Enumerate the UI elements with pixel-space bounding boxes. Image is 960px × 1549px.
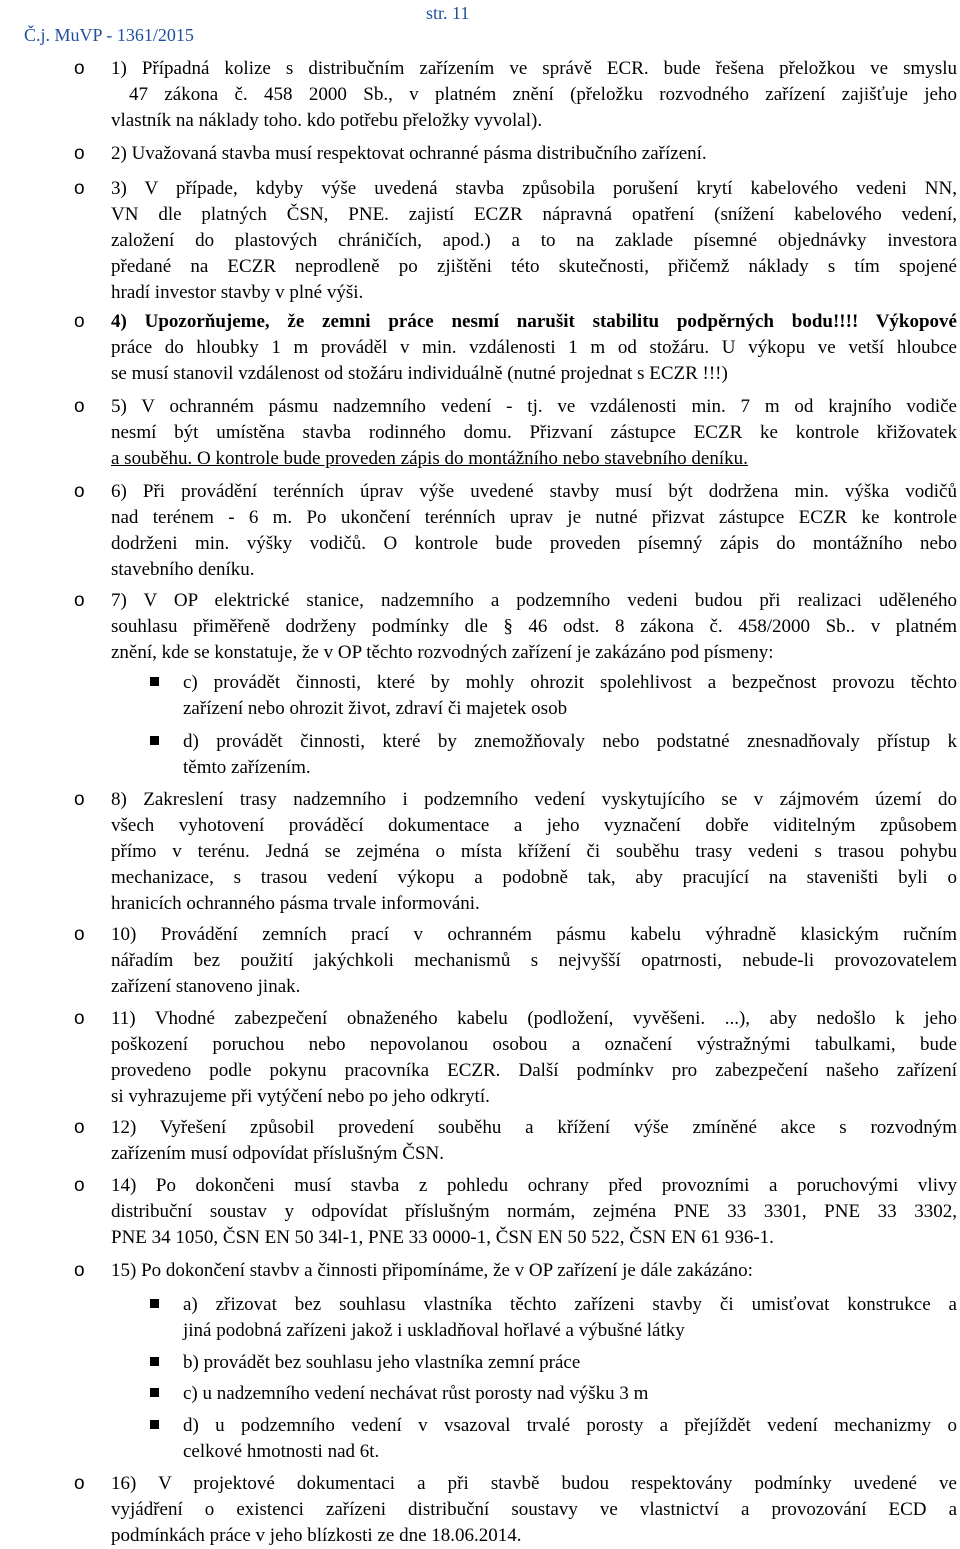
item-line: 3) V případe, kdyby výše uvedená stavba způsobila porušení krytí kabelového vedeni NN,	[111, 178, 957, 199]
bullet-marker: o	[74, 590, 85, 611]
item-line: zařízením musí odpovídat příslušným ČSN.	[111, 1143, 445, 1164]
item-line: stavebního deníku.	[111, 559, 255, 580]
item-line: zařízení stanoveno jinak.	[111, 976, 301, 997]
sub-item-line: zařízení nebo ohrozit život, zdraví či majetek osob	[183, 698, 568, 719]
item-line: 1) Případná kolize s distribučním zařízením ve správě ECR. bude řešena přeložkou ve smyslu	[111, 58, 957, 79]
square-bullet-icon	[150, 1388, 159, 1397]
square-bullet-icon	[150, 1299, 159, 1308]
item-line: nesmí být umístěna stavba rodinného domu. Přizvaní zástupce ECZR ke kontrole křižovatek	[111, 422, 957, 443]
item-line: 8) Zakreslení trasy nadzemního i podzemního vedení vyskytujícího se v zájmovém území do	[111, 789, 957, 810]
item-line: mechanizace, s trasou vedení výkopu a podobně tak, aby pracující na staveništi byli o	[111, 867, 957, 888]
square-bullet-icon	[150, 677, 159, 686]
item-line: VN dle platných ČSN, PNE. zajistí ECZR nápravná opatření (snížení kabelového vedení,	[111, 204, 957, 225]
page-number: str. 11	[426, 3, 470, 23]
bullet-marker: o	[74, 311, 85, 332]
item-line: distribuční soustav y odpovídat příslušným normám, zejména PNE 33 3301, PNE 33 3302,	[111, 1201, 957, 1222]
item-line: 15) Po dokončení stavbv a činnosti připomínáme, že v OP zařízení je dále zakázáno:	[111, 1260, 753, 1281]
item-line: provedeno podle pokynu pracovníka ECZR. Další podmínkv pro zabezpečení našeho zařízení	[111, 1060, 957, 1081]
item-line: vlastník na náklady toho. kdo potřebu přeložky vyvolal).	[111, 110, 543, 131]
item-line: 16) V projektové dokumentaci a při stavbě budou respektovány podmínky uvedené ve	[111, 1473, 957, 1494]
bullet-marker: o	[74, 178, 85, 199]
item-line: dodrženi min. výšky vodičů. O kontrole bude proveden písemný zápis do montážního nebo	[111, 533, 957, 554]
bullet-marker: o	[74, 1175, 85, 1196]
item-line: se musí stanovil vzdálenost od stožáru individuálně (nutné projednat s ECZR !!!)	[111, 363, 728, 384]
sub-item-line: celkové hmotnosti nad 6t.	[183, 1441, 380, 1462]
item-line: vyjádření o existenci zařízeni distribuční soustavy ve vlastnictví a provozování ECD a	[111, 1499, 957, 1520]
item-line: 5) V ochranném pásmu nadzemního vedení - tj. ve vzdálenosti min. 7 m od krajního vodiče	[111, 396, 957, 417]
bullet-marker: o	[74, 58, 85, 79]
sub-item-line: c) u nadzemního vedení nechávat růst porosty nad výšku 3 m	[183, 1383, 649, 1404]
item-line: znění, kde se konstatuje, že v OP těchto rozvodných zařízení je zakázáno pod písmeny:	[111, 642, 774, 663]
item-line: 14) Po dokončeni musí stavba z pohledu ochrany před provozními a poruchovými vlivy	[111, 1175, 957, 1196]
sub-item-line: těmto zařízením.	[183, 757, 311, 778]
sub-item-line: c) provádět činnosti, které by mohly ohrozit spolehlivost a bezpečnost provozu těchto	[183, 672, 957, 693]
bullet-marker: o	[74, 1008, 85, 1029]
item-line: 10) Provádění zemních prací v ochranném pásmu kabelu výhradně klasickým ručním	[111, 924, 957, 945]
sub-item-line: jiná podobná zařízeni jakož i uskladňoval hořlavé a výbušné látky	[183, 1320, 685, 1341]
square-bullet-icon	[150, 1357, 159, 1366]
item-line: předané na ECZR neprodleně po zjištěni této skutečnosti, přičemž náklady s tím spojené	[111, 256, 957, 277]
sub-item-line: d) u podzemního vedení v vsazoval trvalé porosty a přejíždět vedení mechanizmy o	[183, 1415, 957, 1436]
bullet-marker: o	[74, 789, 85, 810]
bullet-marker: o	[74, 1117, 85, 1138]
bullet-marker: o	[74, 396, 85, 417]
item-line: 4) Upozorňujeme, že zemni práce nesmí narušit stabilitu podpěrných bodu!!!! Výkopové	[111, 311, 957, 332]
bullet-marker: o	[74, 1260, 85, 1281]
item-line: 11) Vhodné zabezpečení obnaženého kabelu (podložení, vyvěšeni. ...), aby nedošlo k jeho	[111, 1008, 957, 1029]
sub-item-line: b) provádět bez souhlasu jeho vlastníka zemní práce	[183, 1352, 581, 1373]
item-line: poškození poruchou nebo nepovolanou osobou a označení výstražnými tabulkami, bude	[111, 1034, 957, 1055]
bullet-marker: o	[74, 143, 85, 164]
sub-item-line: a) zřizovat bez souhlasu vlastníka těchto zařízeni stavby či umisťovat konstrukce a	[183, 1294, 957, 1315]
item-line: všech vyhotovení prováděcí dokumentace a jeho vyznačení dobře viditelným způsobem	[111, 815, 957, 836]
item-line: nad terénem - 6 m. Po ukončení terénních uprav je nutné přizvat zástupce ECZR ke kontrole	[111, 507, 957, 528]
item-line: 47 zákona č. 458 2000 Sb., v platném znění (přeložku rozvodného zařízení zajišťuje jeho	[129, 84, 957, 105]
item-line: 6) Při provádění terénních úprav výše uvedené stavby musí být dodržena min. výška vodičů	[111, 481, 957, 502]
item-line: souhlasu přiměřeně dodrženy podmínky dle § 46 odst. 8 zákona č. 458/2000 Sb.. v platném	[111, 616, 957, 637]
item-line: nářadím bez použití jakýchkoli mechanismů s nejvyšší opatrnosti, nebude-li provozovatelem	[111, 950, 957, 971]
bullet-marker: o	[74, 1473, 85, 1494]
bullet-marker: o	[74, 481, 85, 502]
item-line: a souběhu. O kontrole bude proveden zápis do montážního nebo stavebního deníku.	[111, 448, 748, 469]
item-line: hradí investor stavby v plné výši.	[111, 282, 364, 303]
item-line: hranicích ochranného pásma trvale informováni.	[111, 893, 480, 914]
sub-item-line: d) provádět činnosti, které by znemožňovaly nebo podstatné znesnadňovaly přístup k	[183, 731, 957, 752]
item-line: 2) Uvažovaná stavba musí respektovat ochranné pásma distribučního zařízení.	[111, 143, 707, 164]
square-bullet-icon	[150, 1420, 159, 1429]
item-line: 12) Vyřešení způsobil provedení souběhu a křížení výše zmíněné akce s rozvodným	[111, 1117, 957, 1138]
item-line: 7) V OP elektrické stanice, nadzemního a podzemního vedeni budou při realizaci uděleného	[111, 590, 957, 611]
bullet-marker: o	[74, 924, 85, 945]
square-bullet-icon	[150, 736, 159, 745]
item-line: podmínkách práce v jeho blízkosti ze dne 18.06.2014.	[111, 1525, 522, 1546]
item-line: PNE 34 1050, ČSN EN 50 34l-1, PNE 33 0000-1, ČSN EN 50 522, ČSN EN 61 936-1.	[111, 1227, 774, 1248]
item-line: přímo v terénu. Jedná se zejména o místa křížení či souběhu trasy vedeni s trasou pohybu	[111, 841, 957, 862]
reference-number: Č.j. MuVP - 1361/2015	[24, 25, 194, 45]
item-line: založení do plastových chráničích, apod.) a to na zaklade písemné objednávky investora	[111, 230, 957, 251]
item-line: práce do hloubky 1 m prováděl v min. vzdálenosti 1 m od stožáru. U výkopu ve vetší hloubce	[111, 337, 957, 358]
item-line: si vyhrazujeme při vytýčení nebo po jeho odkrytí.	[111, 1086, 490, 1107]
